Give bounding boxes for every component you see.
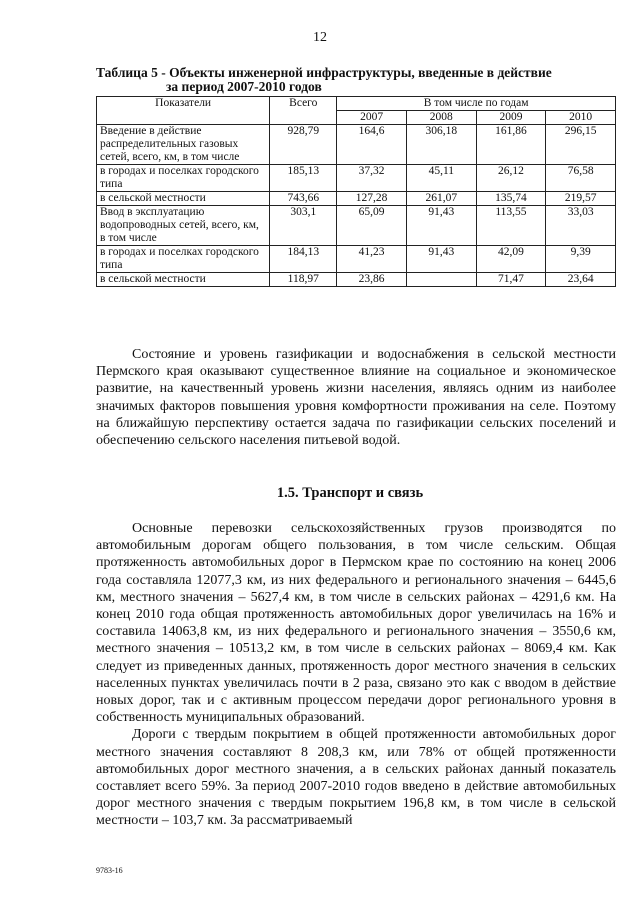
row-2009: 113,55 [476, 206, 546, 246]
paragraph-paved-roads: Дороги с твердым покрытием в общей протяженности автомобильных дорог местного значения составляют 8 208,3 км, или 78% от общей протяженности автомобильных дорог местного значения, а в сельских районах данный показатель составляет всего 59%. За период 2007-2010 годов введено в действие автомобильных дорог местного значения с твердым покрытием 196,8 км, в том числе в сельской местности – 103,7 км. За рассматриваемый [96, 727, 616, 829]
body-text-1 [96, 346, 616, 449]
row-2007: 37,32 [337, 165, 407, 192]
row-total: 928,79 [270, 125, 337, 165]
row-2008: 91,43 [406, 246, 476, 273]
page-number: 12 [313, 30, 327, 45]
row-2008: 261,07 [406, 192, 476, 206]
header-year-2007: 2007 [337, 111, 407, 125]
row-label: в сельской местности [97, 192, 270, 206]
paragraph-roads: Основные перевозки сельскохозяйственных грузов производятся по автомобильным дорогам общего пользования, в том числе сельским. Общая протяженность автомобильных дорог в Пермском крае по состоянию на конец 2006 года составляла 12077,3 км, из них федерального и регионального значения – 6445,6 км, местного значения – 5627,4 км, в том числе в сельских районах – 4291,6 км. На конец 2010 года общая протяженность автомобильных дорог увеличилась на 16% и составила 14063,8 км, из них федерального и регионального значения – 3550,6 км, местного значения – 10513,2 км, в том числе в сельских районах – 8069,4 км. Как следует из приведенных данных, протяженность дорог местного значения в сельских населенных пунктах увеличилась почти в 2 раза, связано это как с вводом в действие новых дорог, так и с активным процессом передачи дорог регионального уровня в собственность муниципальных образований. [96, 521, 616, 726]
row-2009: 135,74 [476, 192, 546, 206]
table-caption-line1: Таблица 5 - Объекты инженерной инфраструктуры, введенные в действие [96, 65, 552, 80]
header-indicator: Показатели [97, 97, 270, 125]
header-year-2008: 2008 [406, 111, 476, 125]
table-row [97, 273, 616, 287]
section-title: 1.5. Транспорт и связь [276, 485, 424, 501]
row-total: 185,13 [270, 165, 337, 192]
row-label: Введение в действие распределительных газовых сетей, всего, км, в том числе [97, 125, 270, 165]
table-row [97, 165, 616, 192]
table-caption [96, 66, 616, 94]
row-2008 [406, 273, 476, 287]
row-2009: 71,47 [476, 273, 546, 287]
row-2010: 23,64 [546, 273, 616, 287]
row-2007: 23,86 [337, 273, 407, 287]
row-total: 743,66 [270, 192, 337, 206]
row-2009: 42,09 [476, 246, 546, 273]
row-2007: 127,28 [337, 192, 407, 206]
table-row [97, 125, 616, 165]
row-2008: 45,11 [406, 165, 476, 192]
infrastructure-table [96, 96, 616, 287]
row-2010: 296,15 [546, 125, 616, 165]
table-row [97, 206, 616, 246]
row-2009: 161,86 [476, 125, 546, 165]
row-2010: 33,03 [546, 206, 616, 246]
body-text-2 [96, 520, 616, 830]
table-row [97, 246, 616, 273]
row-2007: 164,6 [337, 125, 407, 165]
row-total: 118,97 [270, 273, 337, 287]
row-2007: 65,09 [337, 206, 407, 246]
header-year-2010: 2010 [546, 111, 616, 125]
row-2009: 26,12 [476, 165, 546, 192]
table-caption-line2: за период 2007-2010 годов [166, 79, 322, 94]
row-label: Ввод в эксплуатацию водопроводных сетей, всего, км, в том числе [97, 206, 270, 246]
row-2010: 219,57 [546, 192, 616, 206]
row-2008: 306,18 [406, 125, 476, 165]
row-2007: 41,23 [337, 246, 407, 273]
row-2008: 91,43 [406, 206, 476, 246]
row-total: 184,13 [270, 246, 337, 273]
header-total: Всего [270, 97, 337, 125]
paragraph-gasification: Состояние и уровень газификации и водоснабжения в сельской местности Пермского края оказывают существенное влияние на социальное и экономическое развитие, на качественный уровень жизни населения, являясь одним из наиболее значимых факторов повышения уровня комфортности проживания на селе. Поэтому на ближайшую перспективу остается задача по газификации сельских поселений и обеспечению сельского населения питьевой водой. [96, 347, 616, 449]
document-code: 9783-16 [96, 866, 123, 875]
row-2010: 76,58 [546, 165, 616, 192]
header-year-2009: 2009 [476, 111, 546, 125]
header-by-years: В том числе по годам [337, 97, 616, 111]
row-label: в сельской местности [97, 273, 270, 287]
row-2010: 9,39 [546, 246, 616, 273]
row-total: 303,1 [270, 206, 337, 246]
table-row [97, 192, 616, 206]
table-header-row [97, 97, 616, 111]
row-label: в городах и поселках городского типа [97, 246, 270, 273]
row-label: в городах и поселках городского типа [97, 165, 270, 192]
